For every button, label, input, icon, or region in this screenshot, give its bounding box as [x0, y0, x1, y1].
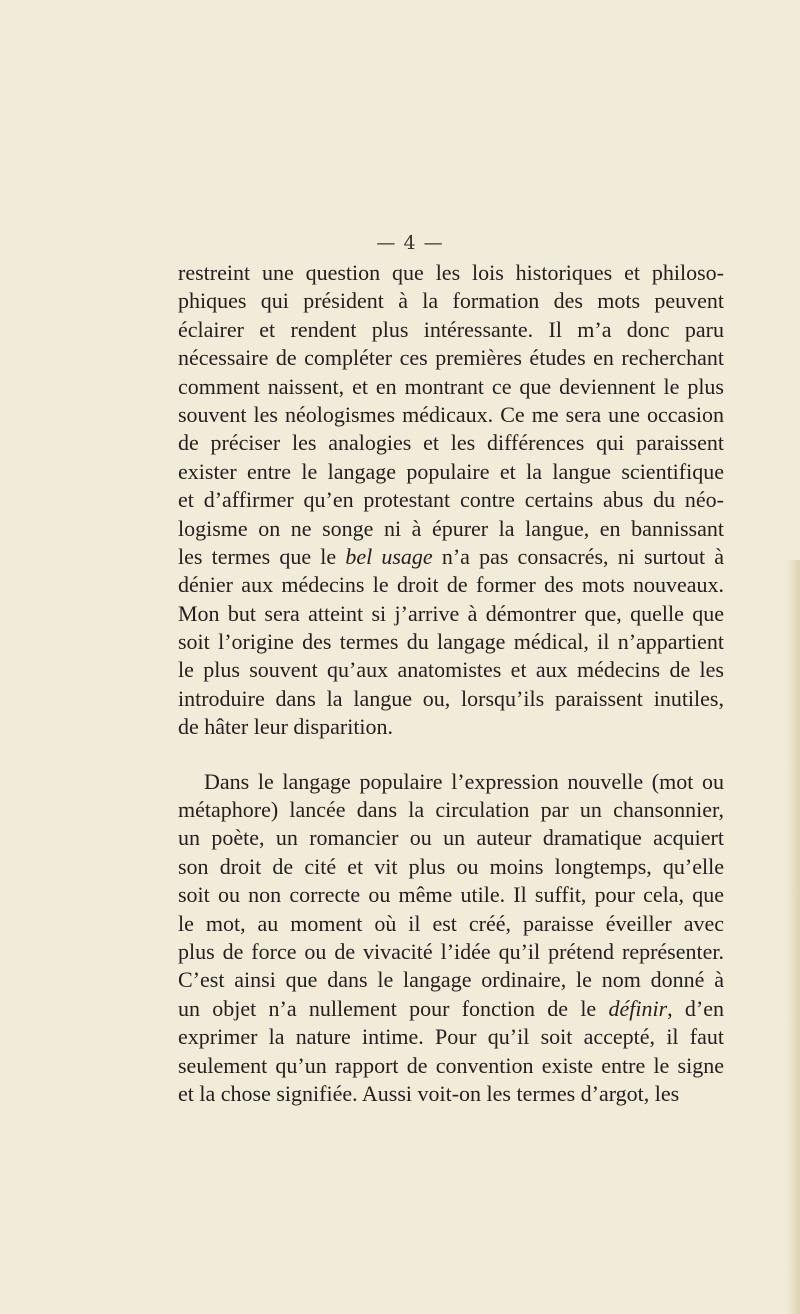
paragraph — [178, 768, 724, 1109]
text-line — [178, 1052, 724, 1080]
text-run: de préciser les analogies et les différences qui paraissent — [178, 430, 724, 456]
text-line — [178, 287, 724, 315]
text-run: Mon but sera atteint si j’arrive à démontrer que, quelle que — [178, 600, 724, 626]
text-line — [178, 543, 724, 571]
text-run: C’est ainsi que dans le langage ordinaire, le nom donné à — [178, 967, 724, 993]
text-line — [178, 515, 724, 543]
text-line — [178, 486, 724, 514]
text-run: et la chose signifiée. Aussi voit-on les termes d’argot, les — [178, 1080, 680, 1106]
text-run: éclairer et rendent plus intéressante. Il m’a donc paru — [178, 316, 724, 342]
text-run: n’a pas consacrés, ni surtout à — [432, 543, 724, 569]
italic-text: bel usage — [345, 543, 433, 569]
text-line — [178, 373, 724, 401]
text-line — [178, 1023, 724, 1051]
text-run: Dans le langage populaire l’expression nouvelle (mot ou — [204, 768, 724, 794]
text-line — [178, 796, 724, 824]
page-edge-shadow — [786, 560, 800, 1314]
text-run: nécessaire de compléter ces premières études en recherchant — [178, 345, 724, 371]
text-run: les termes que le — [178, 543, 346, 569]
text-line — [178, 259, 724, 287]
text-run: son droit de cité et vit plus ou moins longtemps, qu’elle — [178, 853, 724, 879]
text-line — [178, 966, 724, 994]
text-line — [178, 938, 724, 966]
text-line — [178, 824, 724, 852]
text-run: , d’en — [667, 995, 724, 1021]
text-line — [178, 429, 724, 457]
paragraph — [178, 259, 724, 742]
text-run: un objet n’a nullement pour fonction de le — [178, 995, 609, 1021]
text-run: souvent les néologismes médicaux. Ce me sera une occasion — [178, 401, 724, 427]
text-run: logisme on ne songe ni à épurer la langue, en bannissant — [178, 515, 724, 541]
text-run: le plus souvent qu’aux anatomistes et aux médecins de les — [178, 657, 724, 683]
text-line — [178, 600, 724, 628]
text-line — [178, 1080, 724, 1108]
text-run: soit ou non correcte ou même utile. Il suffit, pour cela, que — [178, 882, 724, 908]
text-line — [178, 401, 724, 429]
text-run: de hâter leur disparition. — [178, 714, 394, 740]
text-run: introduire dans la langue ou, lorsqu’ils paraissent inutiles, — [178, 685, 724, 711]
text-line — [178, 713, 724, 741]
text-run: métaphore) lancée dans la circulation par un chansonnier, — [178, 797, 724, 823]
text-line — [178, 571, 724, 599]
text-run: et d’affirmer qu’en protestant contre certains abus du néo- — [178, 487, 724, 513]
text-run: le mot, au moment où il est créé, paraisse éveiller avec — [178, 910, 724, 936]
text-run: plus de force ou de vivacité l’idée qu’il prétend représenter. — [178, 938, 724, 964]
text-line — [178, 458, 724, 486]
text-run: comment naissent, et en montrant ce que deviennent le plus — [178, 373, 724, 399]
italic-text: définir — [608, 995, 668, 1021]
text-line — [178, 881, 724, 909]
body-text — [178, 259, 724, 1108]
text-line — [178, 910, 724, 938]
text-run: phiques qui président à la formation des mots peuvent — [178, 288, 724, 314]
paragraph-gap — [178, 742, 724, 768]
text-line — [178, 685, 724, 713]
text-line — [178, 344, 724, 372]
text-run: un poète, un romancier ou un auteur dramatique acquiert — [178, 825, 724, 851]
text-line — [178, 853, 724, 881]
text-run: seulement qu’un rapport de convention existe entre le signe — [178, 1052, 724, 1078]
page-number: — 4 — — [376, 232, 444, 254]
text-run: dénier aux médecins le droit de former des mots nouveaux. — [178, 572, 724, 598]
text-run: restreint une question que les lois historiques et philoso- — [178, 260, 724, 285]
text-line — [178, 656, 724, 684]
text-line — [178, 768, 724, 796]
text-line — [178, 316, 724, 344]
text-run: soit l’origine des termes du langage médical, il n’appartient — [178, 629, 724, 655]
text-run: exister entre le langage populaire et la langue scientifique — [178, 458, 724, 484]
text-line — [178, 995, 724, 1023]
text-line — [178, 628, 724, 656]
text-run: exprimer la nature intime. Pour qu’il soit accepté, il faut — [178, 1024, 724, 1050]
